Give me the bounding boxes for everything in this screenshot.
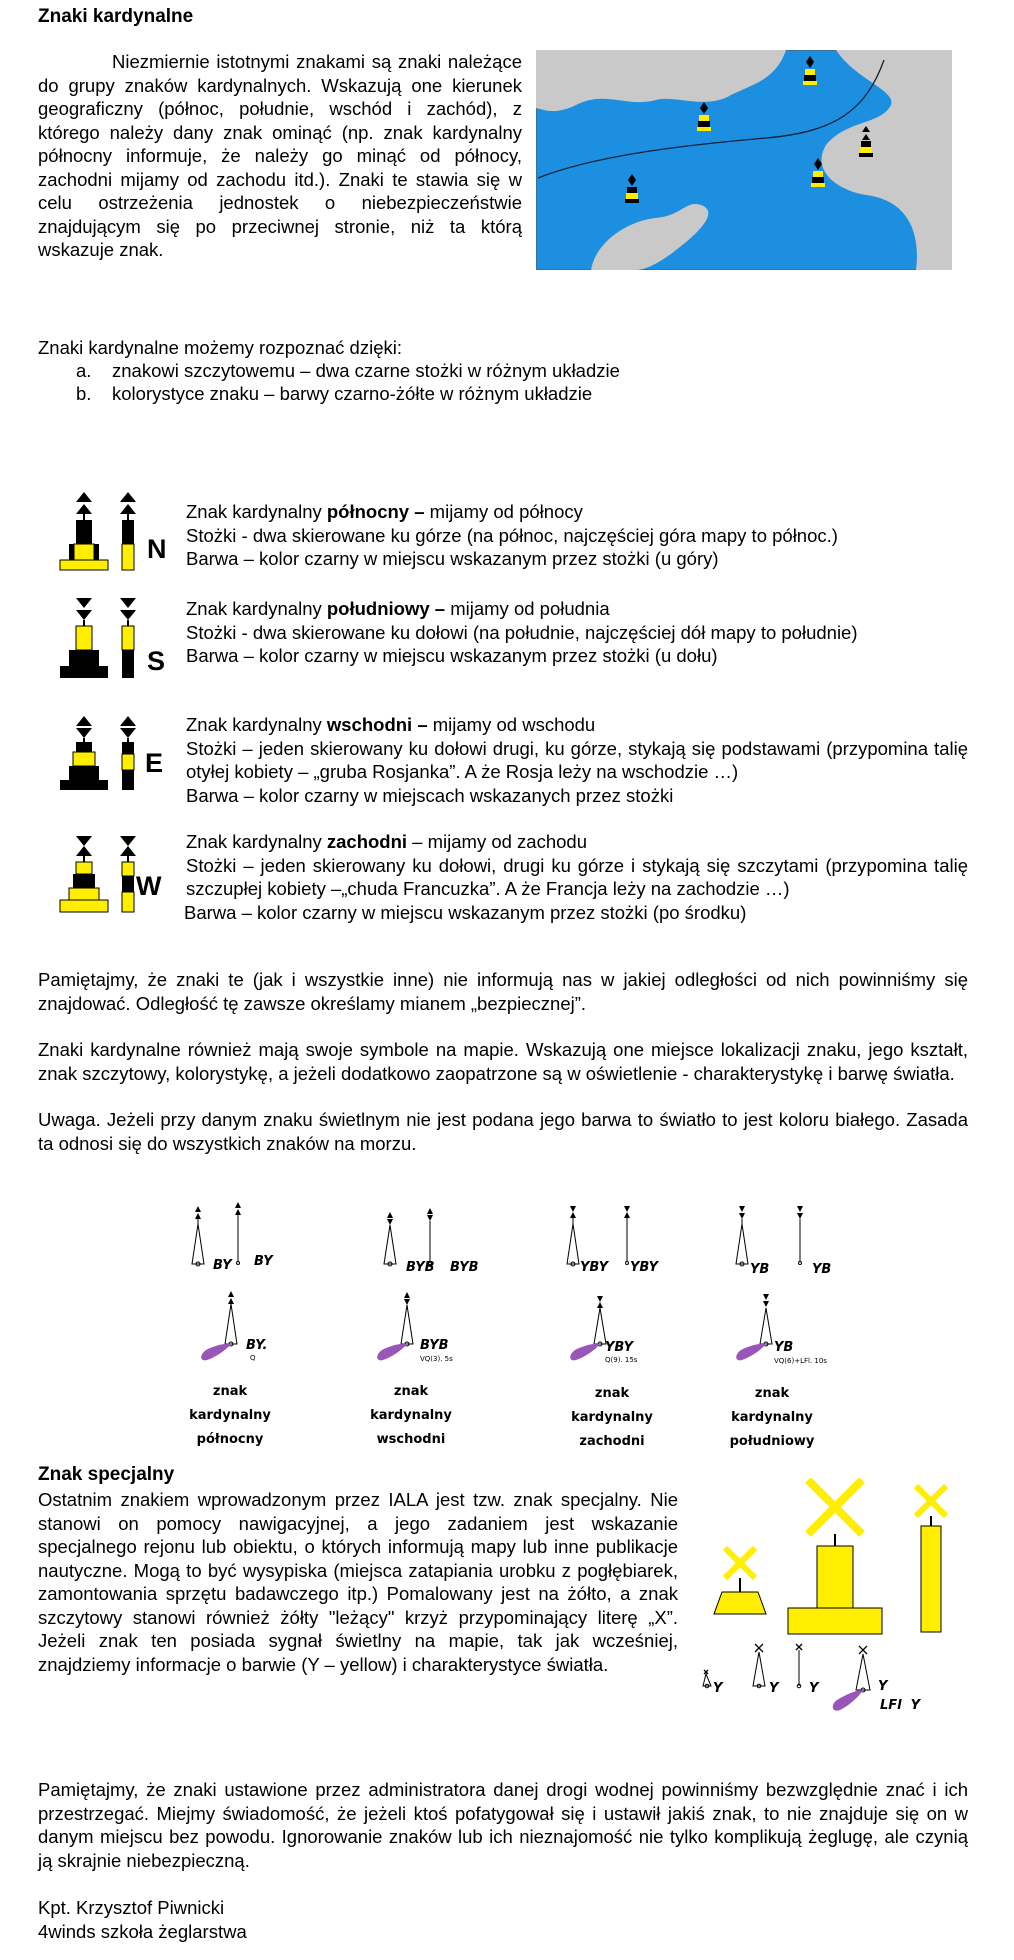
light-characteristic: LFl Y bbox=[880, 1698, 921, 1713]
cardinal-color: Barwa – kolor czarny w miejscu wskazanym przez stożki (u dołu) bbox=[186, 645, 718, 666]
symbol-label: BY bbox=[213, 1258, 232, 1273]
east-chart-symbol-icon bbox=[372, 1202, 532, 1362]
symbol-label: YB bbox=[774, 1340, 794, 1355]
final-paragraph: Pamiętajmy, że znaki ustawione przez administratora danej drogi wodnej powinniśmy bezwzględnie znać i ich przestrzegać. Miejmy świadomość, że jeżeli ktoś pofatygował się i ustawił jakiś znak, to nie znajduje się on w danym miejscu bez powodu. Ignorowanie znaków lub ich nieznajomość nie tylko komplikują żeglugę, ale czynią ją skrajnie niebezpieczną. bbox=[38, 1779, 968, 1871]
cardinal-title-prefix: Znak kardynalny bbox=[186, 831, 327, 852]
symbol-label: Y bbox=[878, 1679, 888, 1694]
chart-symbols-figure bbox=[180, 1202, 880, 1449]
cardinal-color: Barwa – kolor czarny w miejscu wskazanym przez stożki (po środku) bbox=[184, 901, 747, 923]
east-cardinal-mark-icon bbox=[56, 716, 182, 808]
school-name: 4winds szkoła żeglarstwa bbox=[38, 1921, 247, 1942]
special-heading: Znak specjalny bbox=[38, 1464, 175, 1485]
cardinal-title-prefix: Znak kardynalny bbox=[186, 501, 327, 522]
symbol-label: Y bbox=[809, 1681, 819, 1696]
caption-line: wschodni bbox=[376, 1432, 446, 1447]
light-characteristic: Q bbox=[250, 1354, 256, 1362]
south-chart-symbol-icon bbox=[724, 1202, 884, 1362]
caption-line: znak kardynalny bbox=[189, 1384, 271, 1423]
cardinal-direction: południowy – bbox=[326, 598, 446, 619]
list-item: znakowi szczytowemu – dwa czarne stożki w różnym układzie bbox=[112, 360, 620, 381]
cardinal-west-text bbox=[186, 830, 968, 924]
map-symbols-paragraph: Znaki kardynalne również mają swoje symbole na mapie. Wskazują one miejsce lokalizacji znaku, jego kształt, znak szczytowy, kolorystykę, a jeżeli dodatkowo zaopatrzone są w oświetlenie - charakterystykę i barwę światła. bbox=[38, 1039, 968, 1084]
symbol-label: BYB bbox=[450, 1260, 479, 1275]
cardinal-direction: wschodni – bbox=[326, 714, 428, 735]
symbol-label: BYB bbox=[420, 1338, 449, 1353]
author-name: Kpt. Krzysztof Piwnicki bbox=[38, 1897, 225, 1918]
distance-paragraph: Pamiętajmy, że znaki te (jak i wszystkie inne) nie informują nas w jakiej odległości od nich powinniśmy się znajdować. Odległość tę zawsze określamy mianem „bezpiecznej”. bbox=[38, 969, 968, 1014]
cardinal-south-text bbox=[186, 597, 966, 668]
sea-map-illustration bbox=[536, 50, 952, 270]
symbol-label: YBY bbox=[630, 1260, 659, 1275]
cardinal-north-text bbox=[186, 500, 966, 571]
cardinal-title-suffix: mijamy od wschodu bbox=[427, 714, 596, 735]
page-title: Znaki kardynalne bbox=[38, 6, 194, 27]
caption-line: znak kardynalny bbox=[731, 1386, 813, 1425]
special-mark-illustration bbox=[690, 1478, 990, 1758]
west-chart-symbol-icon bbox=[555, 1202, 715, 1362]
list-marker: b. bbox=[76, 383, 92, 404]
caption-line: zachodni bbox=[579, 1434, 645, 1449]
light-characteristic: VQ(6)+LFl. 10s bbox=[774, 1357, 827, 1365]
cardinal-title-suffix: – mijamy od zachodu bbox=[407, 831, 587, 852]
figure-caption bbox=[712, 1382, 832, 1454]
figure-caption bbox=[552, 1382, 672, 1454]
list-marker: a. bbox=[76, 360, 92, 381]
symbol-label: Y bbox=[769, 1681, 779, 1696]
cardinal-title-prefix: Znak kardynalny bbox=[186, 714, 327, 735]
cardinal-cones: Stożki – jeden skierowany ku dołowi, drugi ku górze i stykają się szczytami (przypomina talię szczupłej kobiety –„chuda Francuzka”. A że Francja leży na zachodzie …) bbox=[186, 854, 968, 899]
figure-caption bbox=[351, 1380, 471, 1452]
cardinal-letter: N bbox=[147, 534, 167, 564]
cardinal-cones: Stożki – jeden skierowany ku dołowi drugi, ku górze, stykają się podstawami (przypomina talię otyłej kobiety – „gruba Rosjanka”. A że Rosja leży na wschodzie …) bbox=[186, 737, 968, 782]
symbol-label: YBY bbox=[605, 1340, 634, 1355]
note-paragraph: Uwaga. Jeżeli przy danym znaku świetlnym nie jest podana jego barwa to światło to jest koloru białego. Zasada ta odnosi się do wszystkich znaków na morzu. bbox=[38, 1109, 968, 1154]
cardinal-title-suffix: mijamy od północy bbox=[424, 501, 583, 522]
cardinal-direction: północny – bbox=[326, 501, 425, 522]
cardinal-letter: S bbox=[147, 646, 166, 676]
cardinal-title-prefix: Znak kardynalny bbox=[186, 598, 327, 619]
west-cardinal-mark-icon bbox=[56, 836, 182, 928]
symbol-label: Y bbox=[713, 1681, 723, 1696]
symbol-label: YBY bbox=[580, 1260, 609, 1275]
cardinal-direction: zachodni bbox=[326, 831, 408, 852]
symbol-label: BY. bbox=[246, 1338, 268, 1353]
caption-line: południowy bbox=[729, 1434, 815, 1449]
cardinal-east-text bbox=[186, 713, 968, 807]
symbol-label: BY bbox=[254, 1254, 273, 1269]
list-item: kolorystyce znaku – barwy czarno-żółte w różnym układzie bbox=[112, 383, 593, 404]
cardinal-cones: Stożki - dwa skierowane ku górze (na północ, najczęściej góra mapy to północ.) bbox=[186, 524, 838, 546]
figure-caption bbox=[170, 1380, 290, 1452]
symbol-label: YB bbox=[750, 1262, 770, 1277]
cardinal-title-suffix: mijamy od południa bbox=[445, 598, 610, 619]
caption-line: znak kardynalny bbox=[571, 1386, 653, 1425]
symbol-label: YB bbox=[812, 1262, 832, 1277]
cardinal-color: Barwa – kolor czarny w miejscach wskazanych przez stożki bbox=[186, 784, 674, 806]
light-characteristic: VQ(3). 5s bbox=[420, 1355, 453, 1363]
caption-line: północny bbox=[196, 1432, 264, 1447]
symbol-label: BYB bbox=[406, 1260, 435, 1275]
intro-paragraph: Niezmiernie istotnymi znakami są znaki należące do grupy znaków kardynalnych. Wskazują one kierunek geograficzny (północ, południe, wschód i zachód), z którego należy dany znak ominąć (np. znak kardynalny północny informuje, że należy go minąć od północy, zachodni mijamy od zachodu itd.). Znaki te stawia się w celu ostrzeżenia jednostek o niebezpieczeństwie znajdującym się po przeciwnej stronie, niż ta którą wskazuje znak. bbox=[38, 51, 522, 260]
cardinal-color: Barwa – kolor czarny w miejscu wskazanym przez stożki (u góry) bbox=[186, 548, 719, 569]
cardinal-cones: Stożki - dwa skierowane ku dołowi (na południe, najczęściej dół mapy to południe) bbox=[186, 621, 858, 643]
cardinal-letter: W bbox=[136, 871, 162, 901]
light-characteristic: Q(9). 15s bbox=[605, 1356, 638, 1364]
recognize-lead: Znaki kardynalne możemy rozpoznać dzięki: bbox=[38, 337, 402, 358]
special-paragraph: Ostatnim znakiem wprowadzonym przez IALA jest tzw. znak specjalny. Nie stanowi on pomocy nawigacyjnej, a jego zadaniem jest wskazanie specjalnego rejonu lub obiektu, o których informują mapy lub inne publikacje nautyczne. Mogą to być wysypiska (miejsca zatapiania urobku z pogłębiarek, zamontowania sprzętu badawczego itp.) Pomalowany jest na żółto, a znak szczytowy stanowi również żółty "leżący" krzyż przypominający literę „X”. Jeżeli znak ten posiada sygnał świetlny na mapie, tak jak wcześniej, znajdziemy informacje o barwie (Y – yellow) i charakterystyce światła. bbox=[38, 1489, 678, 1675]
cardinal-letter: E bbox=[145, 748, 164, 778]
caption-line: znak kardynalny bbox=[370, 1384, 452, 1423]
